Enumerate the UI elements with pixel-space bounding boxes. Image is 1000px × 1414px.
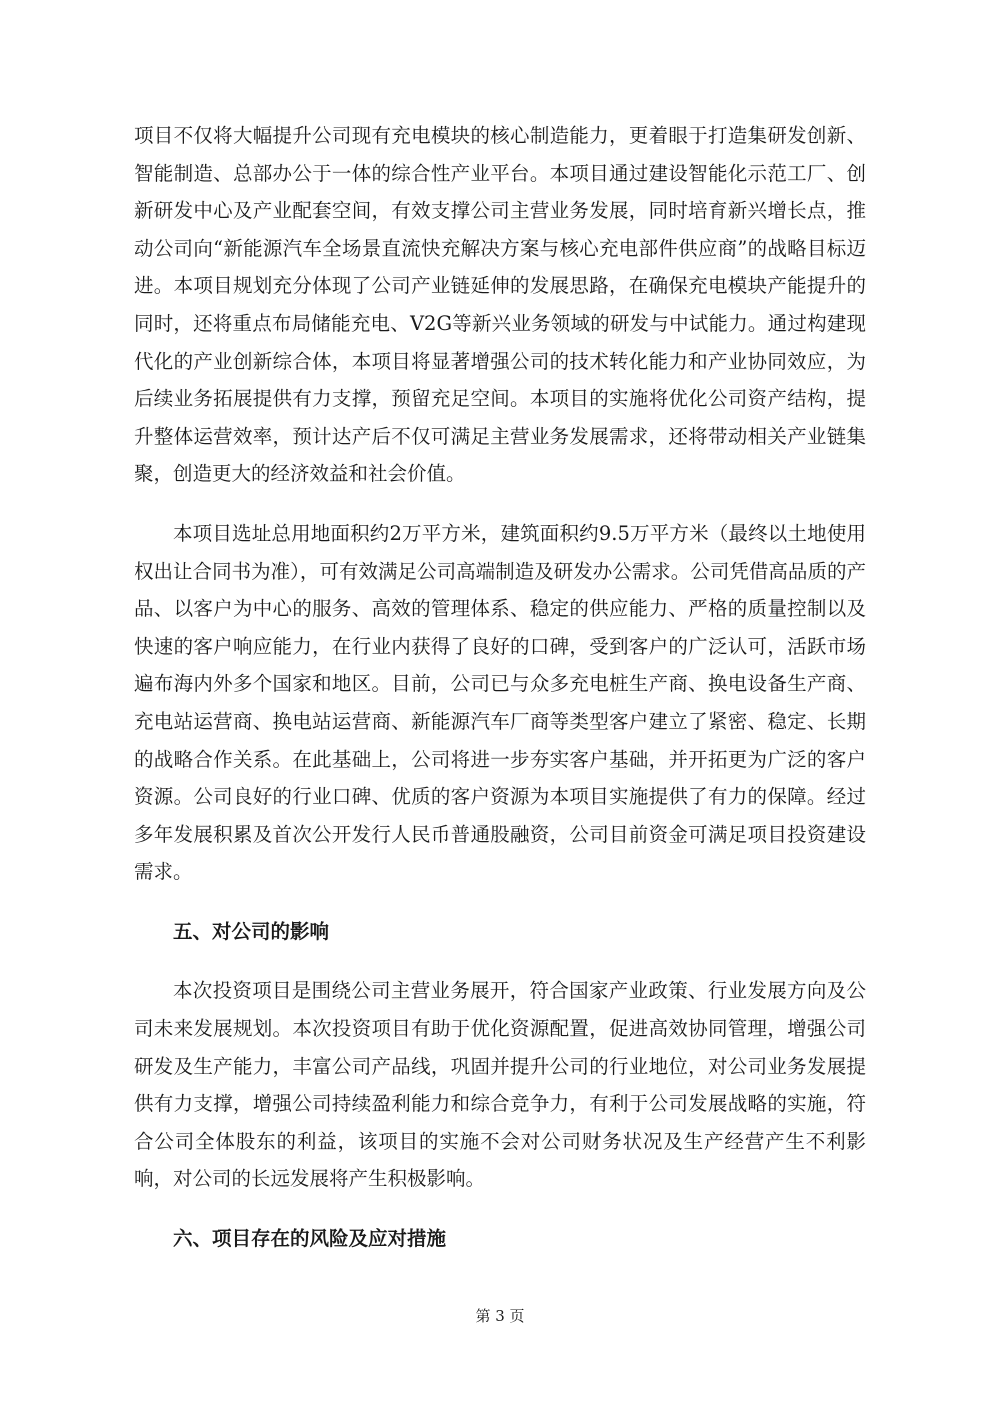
section-heading: 五、对公司的影响 (173, 919, 330, 943)
section-heading: 六、项目存在的风险及应对措施 (173, 1227, 447, 1251)
paragraph-spacer (134, 950, 866, 972)
body-paragraph: 项目不仅将大幅提升公司现有充电模块的核心制造能力，更着眼于打造集研发创新、智能制造、总部办公于一体的综合性产业平台。本项目通过建设智能化示范工厂、创新研发中心及产业配套空间，有效支撑公司主营业务发展，同时培育新兴增长点，推动公司向“新能源汽车全场景直流快充解决方案与核心充电部件供应商”的战略目标迈进。本项目规划充分体现了公司产业链延伸的发展思路，在确保充电模块产能提升的同时，还将重点布局储能充电、V2G等新兴业务领域的研发与中试能力。通过构建现代化的产业创新综合体，本项目将显著增强公司的技术转化能力和产业协同效应，为后续业务拓展提供有力支撑，预留充足空间。本项目的实施将优化公司资产结构，提升整体运营效率，预计达产后不仅可满足主营业务发展需求，还将带动相关产业链集聚，创造更大的经济效益和社会价值。 (134, 124, 866, 486)
paragraph-spacer (134, 493, 866, 515)
body-paragraph: 本次投资项目是围绕公司主营业务展开，符合国家产业政策、行业发展方向及公司未来发展规划。本次投资项目有助于优化资源配置，促进高效协同管理，增强公司研发及生产能力，丰富公司产品线，巩固并提升公司的行业地位，对公司业务发展提供有力支撑，增强公司持续盈利能力和综合竞争力，有利于公司发展战略的实施，符合公司全体股东的利益，该项目的实施不会对公司财务状况及生产经营产生不利影响，对公司的长远发展将产生积极影响。 (134, 979, 866, 1191)
page-number: 第 3 页 (475, 1307, 525, 1325)
paragraph-spacer (134, 891, 866, 913)
paragraph-spacer (134, 1198, 866, 1220)
body-paragraph: 本项目选址总用地面积约2万平方米，建筑面积约9.5万平方米（最终以土地使用权出让合同书为准），可有效满足公司高端制造及研发办公需求。公司凭借高品质的产品、以客户为中心的服务、高效的管理体系、稳定的供应能力、严格的质量控制以及快速的客户响应能力，在行业内获得了良好的口碑，受到客户的广泛认可，活跃市场遍布海内外多个国家和地区。目前，公司已与众多充电桩生产商、换电设备生产商、充电站运营商、换电站运营商、新能源汽车厂商等类型客户建立了紧密、稳定、长期的战略合作关系。在此基础上，公司将进一步夯实客户基础，并开拓更为广泛的客户资源。公司良好的行业口碑、优质的客户资源为本项目实施提供了有力的保障。经过多年发展积累及首次公开发行人民币普通股融资，公司目前资金可满足项目投资建设需求。 (134, 521, 866, 884)
document-body (134, 117, 866, 1258)
